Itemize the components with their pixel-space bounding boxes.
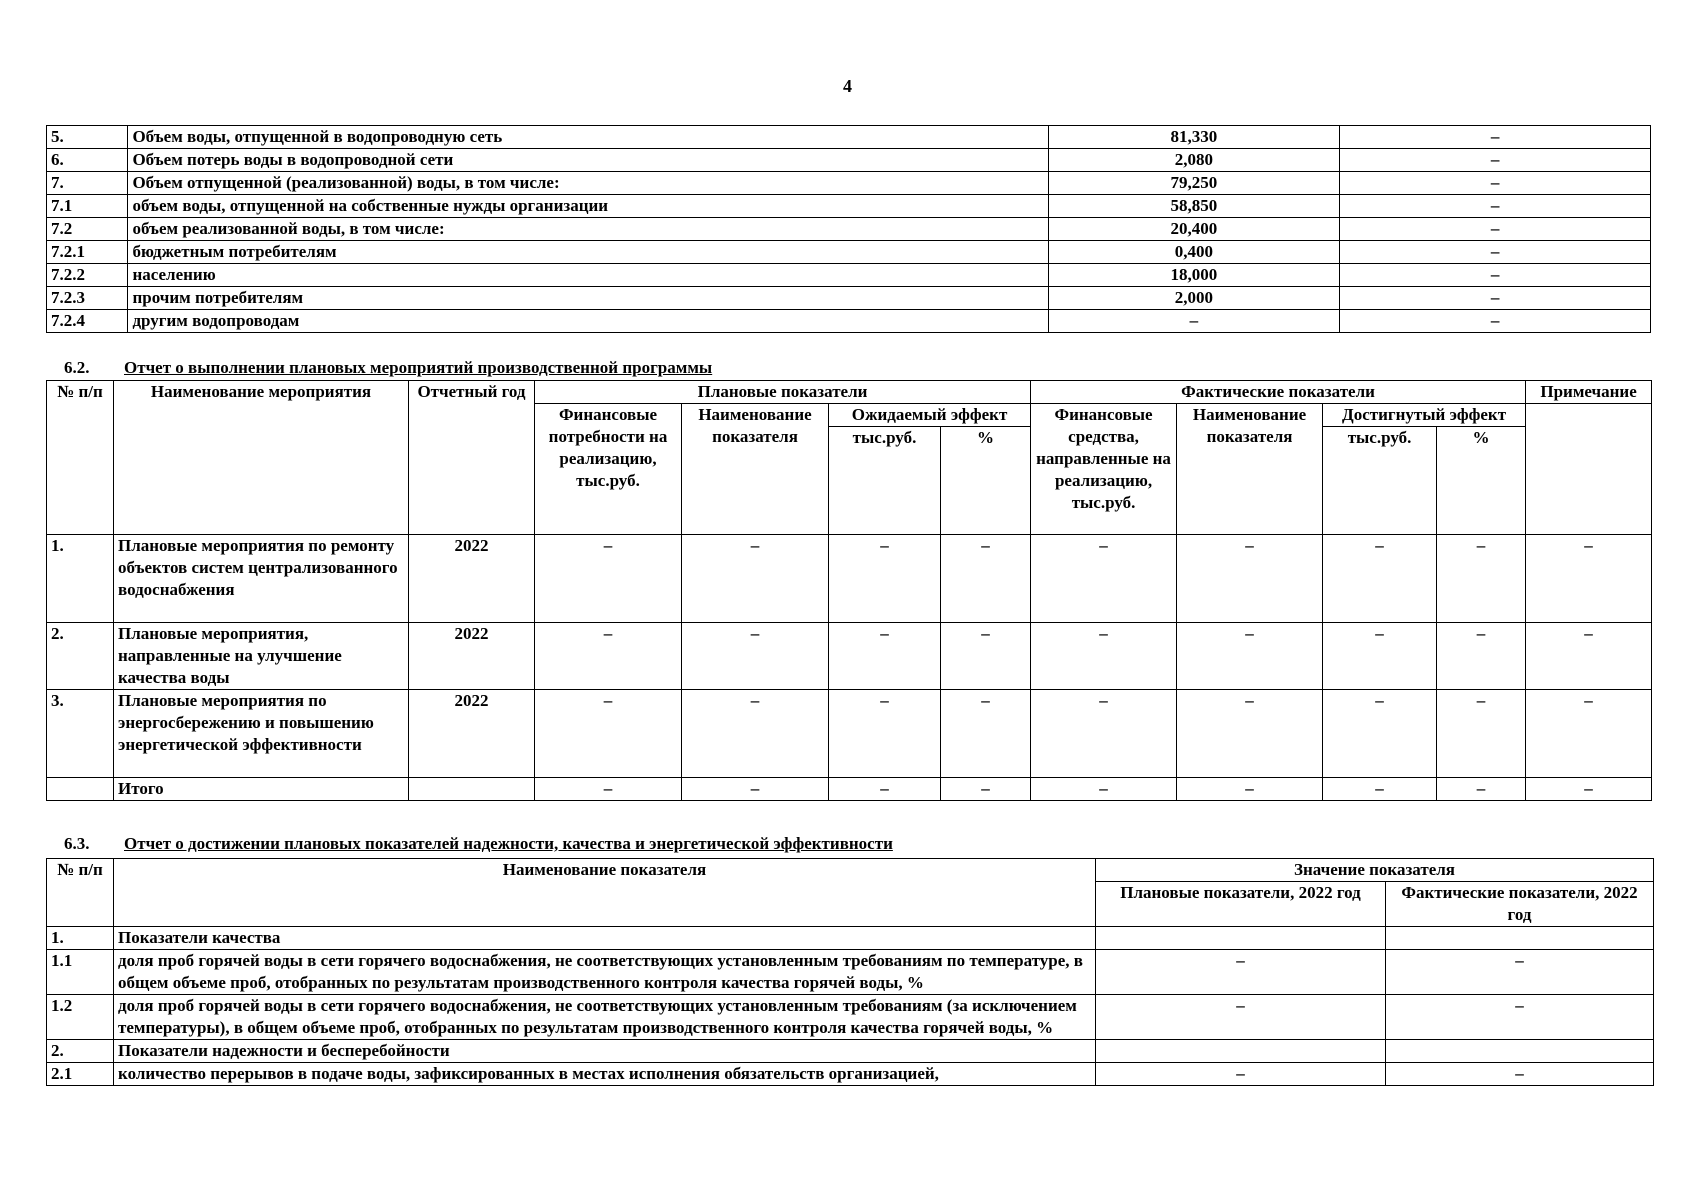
header-num: № п/п [47, 859, 114, 927]
header-value: Значение показателя [1096, 859, 1654, 882]
table-row [47, 535, 1652, 623]
row-value: – [829, 535, 941, 623]
row-extra: – [1340, 195, 1651, 218]
row-name: Плановые мероприятия по ремонту объектов систем централизованного водоснабжения [114, 535, 409, 623]
table-row [47, 1040, 1654, 1063]
row-name: Объем потерь воды в водопроводной сети [128, 149, 1048, 172]
row-number: 7.2.2 [47, 264, 128, 287]
header-fact-effect: Достигнутый эффект [1323, 404, 1526, 427]
row-value: – [1031, 623, 1177, 690]
total-value: – [1323, 778, 1437, 801]
table-row [47, 264, 1651, 287]
row-extra: – [1340, 218, 1651, 241]
row-value: – [1526, 623, 1652, 690]
row-name: объем воды, отпущенной на собственные нужды организации [128, 195, 1048, 218]
table-row [47, 950, 1654, 995]
table-row [47, 172, 1651, 195]
row-name: Плановые мероприятия по энергосбережению и повышению энергетической эффективности [114, 690, 409, 778]
row-value: – [1177, 535, 1323, 623]
row-number: 2.1 [47, 1063, 114, 1086]
row-value: – [1323, 690, 1437, 778]
row-name: бюджетным потребителям [128, 241, 1048, 264]
row-value: – [682, 535, 829, 623]
header-plan-rub: тыс.руб. [829, 427, 941, 535]
row-value: 58,850 [1048, 195, 1340, 218]
row-year: 2022 [409, 690, 535, 778]
row-value: 20,400 [1048, 218, 1340, 241]
row-name: Показатели надежности и бесперебойности [114, 1040, 1096, 1063]
table-row [47, 1063, 1654, 1086]
row-value: – [829, 623, 941, 690]
row-number: 1. [47, 535, 114, 623]
row-number: 6. [47, 149, 128, 172]
row-number: 1.2 [47, 995, 114, 1040]
table-row [47, 195, 1651, 218]
header-fact: Фактические показатели, 2022 год [1386, 882, 1654, 927]
row-extra: – [1340, 310, 1651, 333]
row-value: – [1323, 623, 1437, 690]
row-fact: – [1386, 950, 1654, 995]
row-value: 79,250 [1048, 172, 1340, 195]
header-num: № п/п [47, 381, 114, 535]
row-value: – [535, 623, 682, 690]
row-extra: – [1340, 172, 1651, 195]
row-number: 1. [47, 927, 114, 950]
header-note-empty [1526, 404, 1652, 535]
section-number: 6.3. [64, 834, 90, 853]
row-value: – [1437, 535, 1526, 623]
page-number: 4 [843, 76, 852, 96]
row-value: – [941, 690, 1031, 778]
row-name: Плановые мероприятия, направленные на улучшение качества воды [114, 623, 409, 690]
header-plan-name: Наименование показателя [682, 404, 829, 535]
row-name: количество перерывов в подаче воды, зафиксированных в местах исполнения обязательств организацией, [114, 1063, 1096, 1086]
row-number: 7.1 [47, 195, 128, 218]
row-plan: – [1096, 995, 1386, 1040]
header-note: Примечание [1526, 381, 1652, 404]
total-value: – [1437, 778, 1526, 801]
activities-report-table [46, 380, 1652, 801]
row-value: – [1526, 690, 1652, 778]
row-plan [1096, 1040, 1386, 1063]
row-name: объем реализованной воды, в том числе: [128, 218, 1048, 241]
row-number: 3. [47, 690, 114, 778]
row-number: 2. [47, 623, 114, 690]
header-plan: Плановые показатели, 2022 год [1096, 882, 1386, 927]
total-row [47, 778, 1652, 801]
row-value: – [1177, 623, 1323, 690]
table-row [47, 241, 1651, 264]
row-fact [1386, 927, 1654, 950]
table-row [47, 287, 1651, 310]
row-extra: – [1340, 149, 1651, 172]
row-value: – [941, 535, 1031, 623]
total-num-empty [47, 778, 114, 801]
section-6-3-heading [64, 834, 893, 854]
row-extra: – [1340, 241, 1651, 264]
row-extra: – [1340, 264, 1651, 287]
total-label: Итого [114, 778, 409, 801]
row-number: 7.2.3 [47, 287, 128, 310]
header-fact-name: Наименование показателя [1177, 404, 1323, 535]
table-row [47, 310, 1651, 333]
row-name: другим водопроводам [128, 310, 1048, 333]
total-value: – [682, 778, 829, 801]
row-name: доля проб горячей воды в сети горячего водоснабжения, не соответствующих установленным требованиям по температуре, в общем объеме проб, отобранных по результатам производственного контроля качества горячей воды, % [114, 950, 1096, 995]
section-number: 6.2. [64, 358, 90, 377]
row-fact: – [1386, 995, 1654, 1040]
total-value: – [1526, 778, 1652, 801]
row-value: – [1048, 310, 1340, 333]
header-fact-pct: % [1437, 427, 1526, 535]
row-year: 2022 [409, 535, 535, 623]
total-value: – [535, 778, 682, 801]
row-name: доля проб горячей воды в сети горячего водоснабжения, не соответствующих установленным требованиям (за исключением температуры), в общем объеме проб, отобранных по результатам производственного контроля качества горячей воды, % [114, 995, 1096, 1040]
row-name: Объем воды, отпущенной в водопроводную сеть [128, 126, 1048, 149]
row-name: Объем отпущенной (реализованной) воды, в том числе: [128, 172, 1048, 195]
row-value: – [1031, 535, 1177, 623]
row-year: 2022 [409, 623, 535, 690]
row-value: 81,330 [1048, 126, 1340, 149]
row-value: – [941, 623, 1031, 690]
row-number: 7.2.1 [47, 241, 128, 264]
total-value: – [829, 778, 941, 801]
header-plan-effect: Ожидаемый эффект [829, 404, 1031, 427]
row-plan [1096, 927, 1386, 950]
header-plan-fin: Финансовые потребности на реализацию, тыс.руб. [535, 404, 682, 535]
header-year: Отчетный год [409, 381, 535, 535]
row-value: – [1526, 535, 1652, 623]
table-row [47, 623, 1652, 690]
header-plan-pct: % [941, 427, 1031, 535]
section-title: Отчет о достижении плановых показателей надежности, качества и энергетической эффективности [124, 834, 893, 853]
header-fact: Фактические показатели [1031, 381, 1526, 404]
row-number: 2. [47, 1040, 114, 1063]
row-value: – [1437, 690, 1526, 778]
row-value: – [1031, 690, 1177, 778]
table-row [47, 995, 1654, 1040]
indicators-report-table [46, 858, 1654, 1086]
section-6-2-heading [64, 358, 712, 378]
row-value: – [535, 535, 682, 623]
row-plan: – [1096, 1063, 1386, 1086]
table-row [47, 126, 1651, 149]
row-name: Показатели качества [114, 927, 1096, 950]
table-row [47, 927, 1654, 950]
row-value: – [682, 690, 829, 778]
row-number: 7.2.4 [47, 310, 128, 333]
total-year-empty [409, 778, 535, 801]
total-value: – [941, 778, 1031, 801]
row-value: – [535, 690, 682, 778]
row-extra: – [1340, 126, 1651, 149]
total-value: – [1031, 778, 1177, 801]
section-title: Отчет о выполнении плановых мероприятий производственной программы [124, 358, 713, 377]
header-fact-rub: тыс.руб. [1323, 427, 1437, 535]
table-row [47, 690, 1652, 778]
row-plan: – [1096, 950, 1386, 995]
header-fact-fin: Финансовые средства, направленные на реализацию, тыс.руб. [1031, 404, 1177, 535]
row-extra: – [1340, 287, 1651, 310]
row-value: 2,000 [1048, 287, 1340, 310]
row-number: 7.2 [47, 218, 128, 241]
row-name: прочим потребителям [128, 287, 1048, 310]
table-row [47, 149, 1651, 172]
header-plan: Плановые показатели [535, 381, 1031, 404]
header-name: Наименование показателя [114, 859, 1096, 927]
row-name: населению [128, 264, 1048, 287]
row-value: – [829, 690, 941, 778]
row-value: – [1177, 690, 1323, 778]
row-fact [1386, 1040, 1654, 1063]
row-value: – [1437, 623, 1526, 690]
header-name: Наименование мероприятия [114, 381, 409, 535]
row-number: 5. [47, 126, 128, 149]
row-value: 18,000 [1048, 264, 1340, 287]
table-row [47, 218, 1651, 241]
row-value: – [682, 623, 829, 690]
row-value: – [1323, 535, 1437, 623]
row-value: 0,400 [1048, 241, 1340, 264]
water-volume-table [46, 125, 1651, 333]
row-fact: – [1386, 1063, 1654, 1086]
row-number: 7. [47, 172, 128, 195]
row-number: 1.1 [47, 950, 114, 995]
row-value: 2,080 [1048, 149, 1340, 172]
total-value: – [1177, 778, 1323, 801]
